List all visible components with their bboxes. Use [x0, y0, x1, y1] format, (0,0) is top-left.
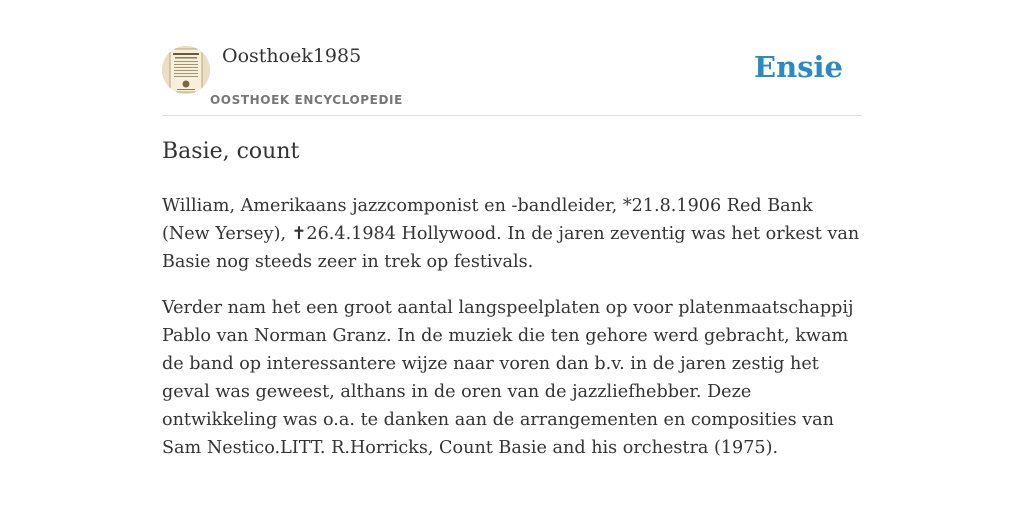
entry-card [162, 0, 862, 458]
ensie-logo[interactable]: Ensie [754, 50, 843, 84]
source-label[interactable]: OOSTHOEK ENCYCLOPEDIE [210, 93, 403, 107]
entry-body [162, 192, 864, 480]
entry-header [162, 0, 862, 116]
entry-paragraph: William, Amerikaans jazzcomponist en -bandleider, *21.8.1906 Red Bank (New Yersey), ✝26.4.1984 Hollywood. In de jaren zeventig was het orkest van Basie nog steeds zeer in trek op festivals. [162, 196, 860, 272]
entry-paragraph: Verder nam het een groot aantal langspeelplaten op voor platenmaatschappij Pablo van Norman Granz. In de muziek die ten gehore werd gebracht, kwam de band op interessantere wijze naar voren dan b.v. in de jaren zestig het geval was geweest, althans in de oren van de jazzliefhebber. Deze ontwikkeling was o.a. te danken aan de arrangementen en composities van Sam Nestico.LITT. R.Horricks, Count Basie and his orchestra (1975). [162, 298, 854, 458]
encyclopedia-cover-icon[interactable] [162, 46, 210, 94]
entry-title: Basie, count [162, 139, 300, 164]
author-name[interactable]: Oosthoek1985 [222, 45, 362, 67]
